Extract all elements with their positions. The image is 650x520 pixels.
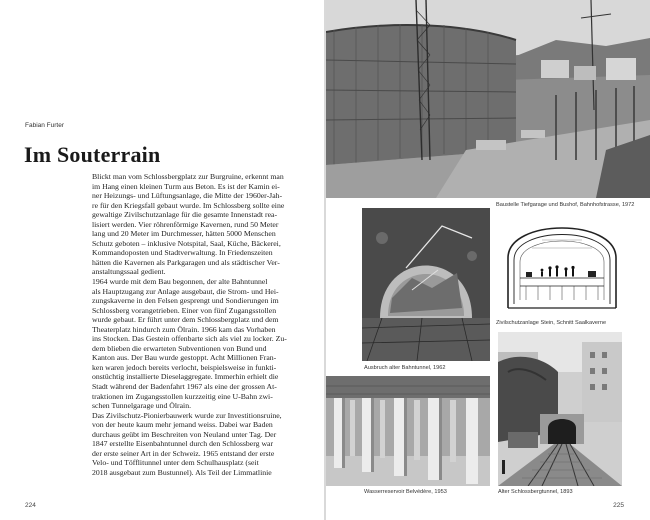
- body-line: schen Tunnelgarage und Ölrain.: [92, 401, 192, 411]
- old-tunnel-photo: [498, 332, 622, 486]
- caption-construction-site: Baustelle Tiefgarage und Bushof, Bahnhofstrasse, 1972: [496, 202, 635, 208]
- body-line: 1964 wurde mit dem Bau begonnen, der alte Bahntunnel: [92, 277, 268, 287]
- left-page: [0, 0, 324, 520]
- caption-tunnel-excavation: Ausbruch alter Bahntunnel, 1962: [364, 365, 446, 371]
- body-line: Velo- und Töfflitunnel unter dem Schulhausplatz (seit: [92, 458, 259, 468]
- body-line: Theaterplatz hindurch zum Ölrain. 1966 kam das Vorhaben: [92, 324, 276, 334]
- body-line: 2018 ausgebaut zum Bustunnel). Als Teil der Limmatlinie: [92, 467, 272, 477]
- body-line: dem blieben die erwarteten Subventionen von Bund und: [92, 343, 267, 353]
- right-page: [326, 0, 650, 520]
- body-line: re für den Kriegsfall gebaut wurde. Im Schlossberg sollte eine: [92, 200, 285, 210]
- body-line: ner Heizungs- und Lüftungsanlage, die Mitte der 1960er-Jah-: [92, 191, 283, 201]
- tunnel-excavation-photo: [362, 208, 490, 361]
- cavern-section-drawing: [502, 208, 622, 312]
- body-line: der erste seiner Art in der Schweiz. 1965 entstand der erste: [92, 448, 275, 458]
- construction-site-photo: [326, 0, 650, 198]
- body-line: zungskaverne in den Felsen gesprengt und Sondierungen im: [92, 296, 279, 306]
- body-line: hätten die Kavernen als Parkgaragen und als städtischer Ver-: [92, 257, 280, 267]
- body-line: lang und 20 Meter im Durchmesser, hätten 5000 Menschen: [92, 229, 276, 239]
- body-line: ins Stocken. Das Gestein offenbarte sich als viel zu locker. Zu-: [92, 334, 287, 344]
- body-line: Stadt während der Badenfahrt 1967 als eine der grossen At-: [92, 382, 277, 392]
- body-line: anstaltungssaal gedient.: [92, 267, 166, 277]
- body-line: Das Zivilschutz-Pionierbauwerk wurde zur Investitionsruine,: [92, 410, 282, 420]
- body-line: gewaltige Zivilschutzanlage für die gesamte Innenstadt rea-: [92, 210, 278, 220]
- body-line: Blickt man vom Schlossbergplatz zur Burgruine, erkennt man: [92, 172, 284, 181]
- body-line: Schlossberg vorangetrieben. Einer von fünf Zugangsstollen: [92, 305, 277, 315]
- author-name: Fabian Furter: [25, 122, 65, 129]
- body-text: [92, 172, 318, 478]
- body-line: im Hang einen kleinen Turm aus Beton. Es ist der Kamin ei-: [92, 181, 280, 191]
- body-line: als Hauptzugang zur Anlage ausgebaut, die Strom- und Hei-: [92, 286, 279, 296]
- body-line: lisiert werden. Vier röhrenförmige Kavernen, rund 50 Meter: [92, 219, 279, 229]
- caption-section-drawing: Zivilschutzanlage Stein, Schnitt Saalkaverne: [496, 320, 607, 326]
- chapter-title: Im Souterrain: [24, 142, 161, 167]
- water-reservoir-photo: [326, 376, 490, 486]
- body-line: wurde gebaut. Er führt unter dem Schlossbergplatz und dem: [92, 315, 279, 325]
- page-number-right: 225: [613, 502, 624, 509]
- caption-water-reservoir: Wasserreservoir Belvédère, 1953: [364, 489, 447, 495]
- body-line: 1847 erstellte Eisenbahntunnel durch den Schlossberg war: [92, 439, 274, 449]
- body-line: onstüchtig installierte Dieselaggregate. Immerhin erhielt die: [92, 372, 279, 382]
- page-number-left: 224: [25, 502, 36, 509]
- body-line: Schutz geboten – inklusive Notspital, Saal, Küche, Bäckerei,: [92, 238, 281, 248]
- body-line: durchaus geübt im Beschreiten von Neuland unter Tag. Der: [92, 429, 277, 439]
- body-line: traktionen im Zugangsstollen kurzzeitig eine U-Bahn zwi-: [92, 391, 273, 401]
- body-line: ken waren jedoch bereits verlocht, beispielsweise in funkti-: [92, 362, 277, 372]
- body-line: von der heute kaum mehr jemand weiss. Dabei war Baden: [92, 420, 273, 430]
- body-line: Kommandoposten und Stadtverwaltung. In Friedenszeiten: [92, 248, 273, 258]
- caption-old-tunnel: Alter Schlossbergtunnel, 1893: [498, 489, 573, 495]
- body-line: Kanton aus. Der Bau wurde gestoppt. Acht Millionen Fran-: [92, 353, 277, 363]
